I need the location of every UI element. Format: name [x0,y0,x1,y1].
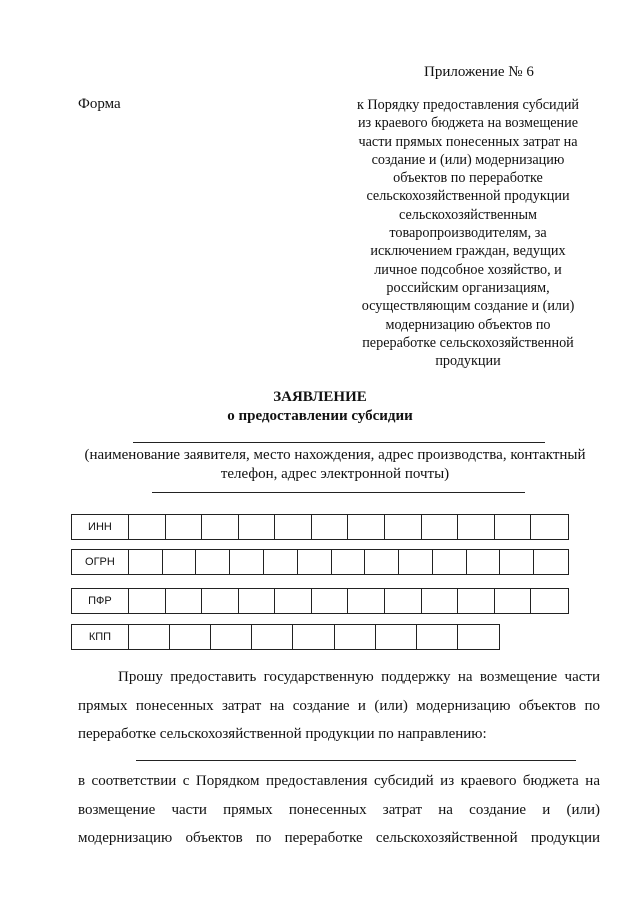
code-digit-cell[interactable] [495,589,532,613]
code-digit-cell[interactable] [422,589,459,613]
code-digit-cell[interactable] [129,515,166,539]
paragraph-line: модернизацию объектов по переработке сельскохозяйственной продукции [78,830,600,846]
code-digit-cell[interactable] [166,515,203,539]
code-digit-cell[interactable] [385,515,422,539]
code-digit-cell[interactable] [298,550,332,574]
code-digit-cell[interactable] [348,515,385,539]
code-digit-cell[interactable] [335,625,376,649]
code-digit-cell[interactable] [534,550,568,574]
reference-line: к Порядку предоставления субсидий [356,97,580,113]
code-digit-cell[interactable] [422,515,459,539]
reference-line: из краевого бюджета на возмещение [357,115,579,132]
code-digit-cell[interactable] [129,550,163,574]
kpp-label: КПП [72,625,129,649]
code-digit-cell[interactable] [531,515,568,539]
accordance-paragraph [78,767,600,853]
code-digit-cell[interactable] [163,550,197,574]
code-digit-cell[interactable] [202,589,239,613]
reference-line: сельскохозяйственной продукции [366,188,570,205]
code-digit-cell[interactable] [399,550,433,574]
applicant-contacts-line[interactable] [152,492,525,493]
code-digit-cell[interactable] [531,589,568,613]
code-digit-cell[interactable] [293,625,334,649]
code-digit-cell[interactable] [252,625,293,649]
code-digit-cell[interactable] [385,589,422,613]
direction-line[interactable] [136,760,576,761]
caption-line: телефон, адрес электронной почты) [220,466,450,482]
code-digit-cell[interactable] [239,589,276,613]
reference-line: осуществляющим создание и (или) [361,298,575,315]
pfr-field[interactable] [71,588,569,614]
reference-line: сельскохозяйственным [398,206,537,223]
reference-line: создание и (или) модернизацию [371,151,565,168]
code-digit-cell[interactable] [129,589,166,613]
title-sub: о предоставлении субсидии [227,408,413,424]
code-digit-cell[interactable] [332,550,366,574]
document-title [0,388,640,426]
code-digit-cell[interactable] [170,625,211,649]
request-paragraph [78,663,600,749]
caption-line: (наименование заявителя, место нахождения, адрес производства, контактный [84,447,586,463]
ogrn-field[interactable] [71,549,569,575]
ogrn-label: ОГРН [72,550,129,574]
applicant-name-line[interactable] [133,442,545,443]
code-digit-cell[interactable] [166,589,203,613]
reference-line: части прямых понесенных затрат на [358,133,578,150]
code-digit-cell[interactable] [312,589,349,613]
reference-line: личное подсобное хозяйство, и [374,261,562,278]
form-label: Форма [78,96,121,112]
reference-line: российским организациям, [386,279,550,296]
kpp-field[interactable] [71,624,500,650]
paragraph-line: Прошу предоставить государственную поддержку на возмещение части [118,669,600,685]
reference-line: объектов по переработке [393,170,543,187]
code-digit-cell[interactable] [239,515,276,539]
code-digit-cell[interactable] [264,550,298,574]
appendix-number: Приложение № 6 [424,64,534,80]
code-digit-cell[interactable] [433,550,467,574]
reference-line: модернизацию объектов по [385,316,551,333]
code-digit-cell[interactable] [211,625,252,649]
code-digit-cell[interactable] [348,589,385,613]
applicant-caption [70,446,600,484]
reference-line: продукции [435,353,501,370]
code-digit-cell[interactable] [376,625,417,649]
code-digit-cell[interactable] [458,515,495,539]
inn-label: ИНН [72,515,129,539]
title-main: ЗАЯВЛЕНИЕ [273,389,367,405]
paragraph-line: в соответствии с Порядком предоставления субсидий из краевого бюджета на [78,773,600,789]
paragraph-line: переработке сельскохозяйственной продукции по направлению: [78,726,487,742]
code-digit-cell[interactable] [495,515,532,539]
code-digit-cell[interactable] [500,550,534,574]
code-digit-cell[interactable] [129,625,170,649]
code-digit-cell[interactable] [458,589,495,613]
paragraph-line: прямых понесенных затрат на создание и (или) модернизацию объектов по [78,697,600,714]
appendix-reference [328,96,608,370]
reference-line: исключением граждан, ведущих [370,243,566,260]
code-digit-cell[interactable] [196,550,230,574]
code-digit-cell[interactable] [230,550,264,574]
code-digit-cell[interactable] [365,550,399,574]
paragraph-line: возмещение части прямых понесенных затрат на создание и (или) [78,801,600,818]
inn-field[interactable] [71,514,569,540]
reference-line: переработке сельскохозяйственной [362,334,574,351]
reference-line: товаропроизводителям, за [389,225,547,242]
code-digit-cell[interactable] [458,625,499,649]
pfr-label: ПФР [72,589,129,613]
code-digit-cell[interactable] [202,515,239,539]
code-digit-cell[interactable] [467,550,501,574]
code-digit-cell[interactable] [417,625,458,649]
code-digit-cell[interactable] [275,515,312,539]
code-digit-cell[interactable] [312,515,349,539]
code-digit-cell[interactable] [275,589,312,613]
